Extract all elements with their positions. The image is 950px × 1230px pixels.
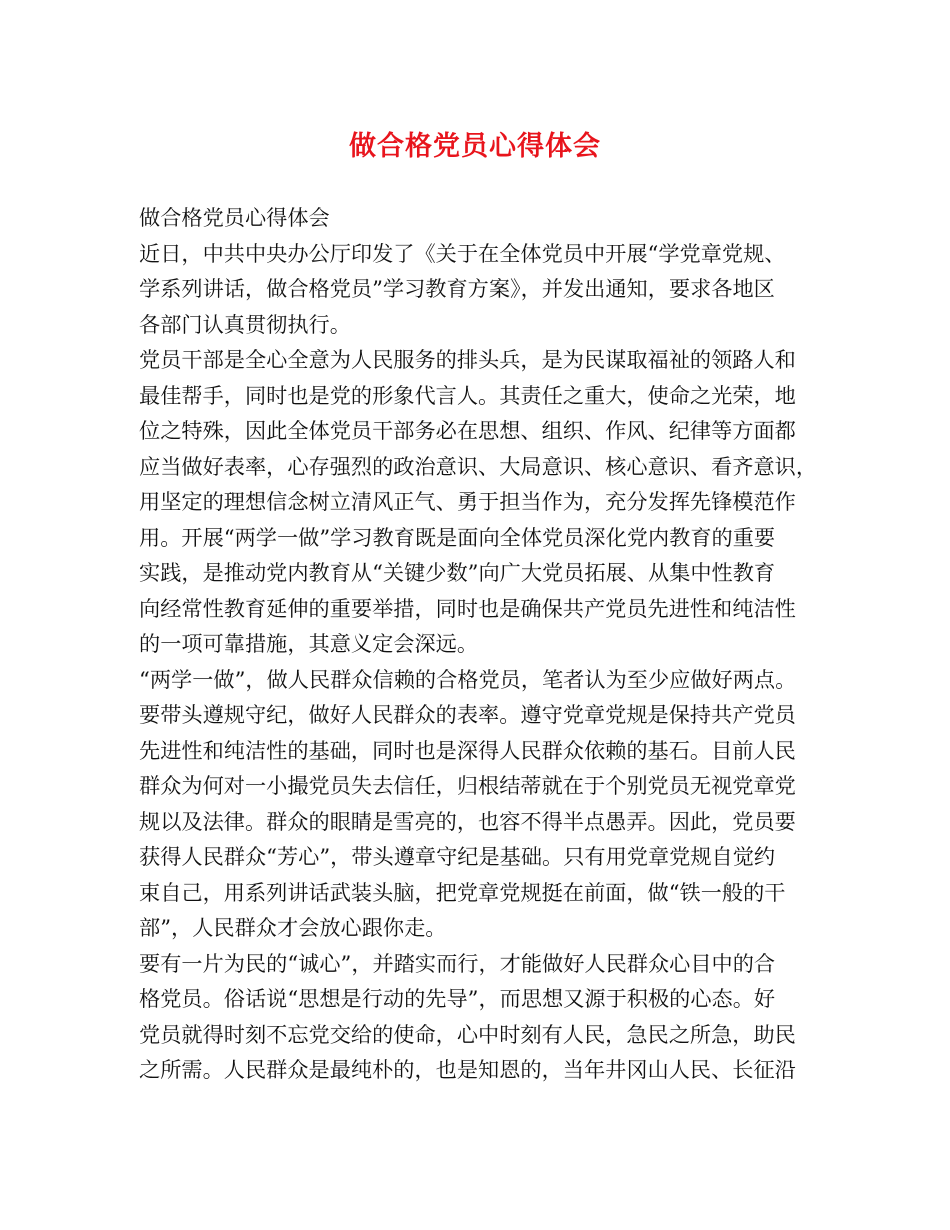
body-line: 束自己，用系列讲话武装头脑，把党章党规挺在前面，做“铁一般的干 bbox=[139, 879, 786, 905]
body-line: 先进性和纯洁性的基础，同时也是深得人民群众依赖的基石。目前人民 bbox=[139, 737, 796, 763]
body-line: 各部门认真贯彻执行。 bbox=[139, 311, 351, 337]
body-line: 向经常性教育延伸的重要举措，同时也是确保共产党员先进性和纯洁性 bbox=[139, 595, 796, 621]
body-line: 部”，人民群众才会放心跟你走。 bbox=[139, 915, 447, 940]
body-line: 党员干部是全心全意为人民服务的排头兵，是为民谋取福祉的领路人和 bbox=[139, 347, 796, 372]
body-line: 近日，中共中央办公厅印发了《关于在全体党员中开展“学党章党规、 bbox=[139, 240, 786, 266]
body-line: 要带头遵规守纪，做好人民群众的表率。遵守党章党规是保持共产党员 bbox=[139, 702, 796, 727]
body-line: 获得人民群众“芳心”，带头遵章守纪是基础。只有用党章党规自觉约 bbox=[139, 844, 776, 869]
body-line: “两学一做”，做人民群众信赖的合格党员，笔者认为至少应做好两点。 bbox=[139, 666, 797, 692]
body-line: 要有一片为民的“诚心”，并踏实而行，才能做好人民群众心目中的合 bbox=[139, 950, 776, 976]
body-line: 应当做好表率，心存强烈的政治意识、大局意识、核心意识、看齐意识， bbox=[139, 453, 818, 479]
body-line: 实践，是推动党内教育从“关键少数”向广大党员拓展、从集中性教育 bbox=[139, 560, 776, 585]
body-line: 格党员。俗话说“思想是行动的先导”，而思想又源于积极的心态。好 bbox=[139, 986, 776, 1011]
body-line: 的一项可靠措施，其意义定会深远。 bbox=[139, 631, 479, 656]
document-body bbox=[139, 200, 829, 1088]
page-title: 做合格党员心得体会 bbox=[349, 131, 601, 162]
body-line: 用坚定的理想信念树立清风正气、勇于担当作为，充分发挥先锋模范作 bbox=[139, 489, 796, 514]
body-line: 用。开展“两学一做”学习教育既是面向全体党员深化党内教育的重要 bbox=[139, 524, 776, 550]
body-line: 群众为何对一小撮党员失去信任，归根结蒂就在于个别党员无视党章党 bbox=[139, 773, 796, 798]
body-line: 学系列讲话，做合格党员”学习教育方案》，并发出通知，要求各地区 bbox=[139, 276, 775, 301]
body-line: 党员就得时刻不忘党交给的使命，心中时刻有人民，急民之所急，助民 bbox=[139, 1021, 796, 1047]
body-line: 做合格党员心得体会 bbox=[139, 205, 330, 230]
body-line: 之所需。人民群众是最纯朴的，也是知恩的，当年井冈山人民、长征沿 bbox=[139, 1057, 796, 1082]
body-line: 最佳帮手，同时也是党的形象代言人。其责任之重大，使命之光荣，地 bbox=[139, 382, 796, 408]
body-line: 规以及法律。群众的眼睛是雪亮的，也容不得半点愚弄。因此，党员要 bbox=[139, 808, 796, 834]
body-line: 位之特殊，因此全体党员干部务必在思想、组织、作风、纪律等方面都 bbox=[139, 418, 796, 443]
